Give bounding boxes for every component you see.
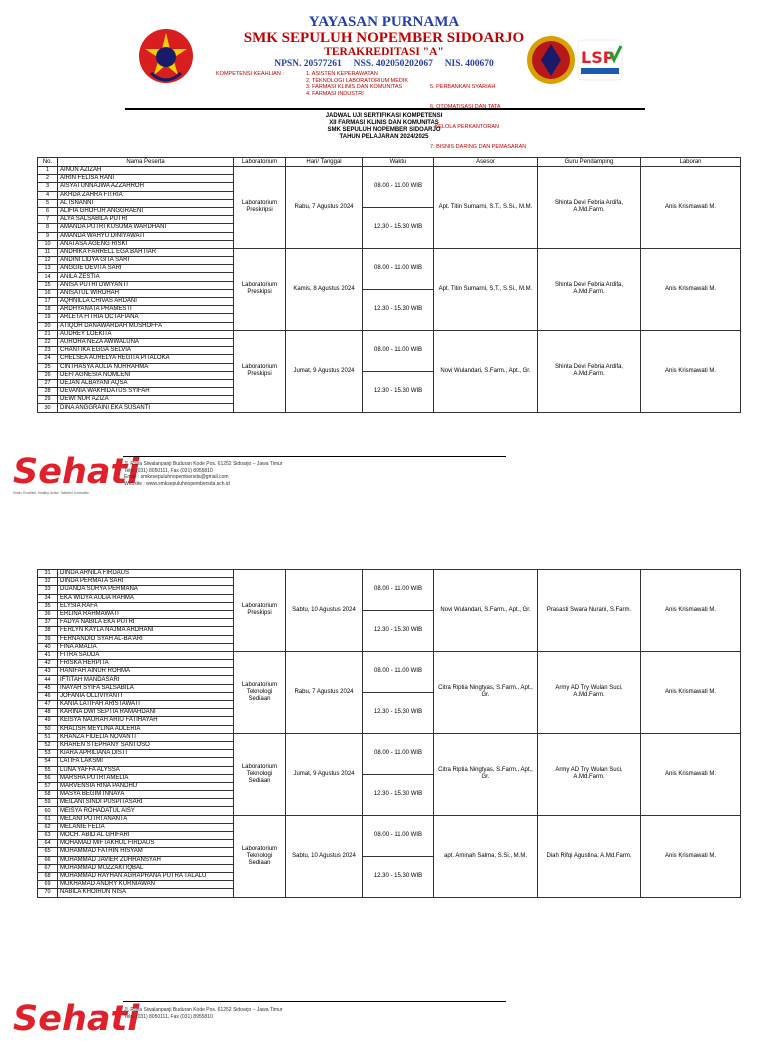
student-number: 49 [38,717,58,725]
student-name: ARLETA FITRIA OCTAFIANA [58,314,234,322]
laboran-cell: Anis Krismawati M. [641,651,741,733]
competency-item: 3. FARMASI KLINIS DAN KOMUNITAS [306,84,403,91]
student-number: 65 [38,848,58,856]
col-header: Laboratorium [234,158,286,167]
student-number: 42 [38,660,58,668]
student-name: KHANZA FIDELIA NOVANTI [58,733,234,741]
student-name: AINUN AZIZAH [58,167,234,175]
student-number: 60 [38,807,58,815]
student-name: ALIFIA GHOFUR ANGGRAENI [58,207,234,215]
brand-logo-text: Sehati [13,999,140,1039]
session-time: 08.00 - 11.00 WIB [363,167,434,208]
student-number: 35 [38,602,58,610]
student-name: AMANDA WAHYU DINIYAWATI [58,232,234,240]
student-number: 25 [38,363,58,371]
student-number: 11 [38,248,58,256]
student-number: 46 [38,692,58,700]
student-name: CHELSEA AURELYA REGITA PITALOKA [58,355,234,363]
student-name: MARSHA PUTRI AMELIA [58,774,234,782]
session-time: 12.30 - 15.30 WIB [363,774,434,815]
schedule-title-line: SMK SEPULUH NOPEMBER SIDOARJO [327,127,441,133]
student-number: 26 [38,371,58,379]
student-name: ATIQOH DANAWARDAH MUSHOFFA [58,322,234,330]
student-name: MELANIE FELIA [58,823,234,831]
student-number: 69 [38,881,58,889]
student-name: MOHAMAD MIFTAKHUL FIRDAUS [58,840,234,848]
session-time: 12.30 - 15.30 WIB [363,610,434,651]
student-name: KARINA DWI SEPTIA RAMAHDANI [58,709,234,717]
student-name: DEVANIA WAKHIDATUS SYIFAH [58,388,234,396]
student-number: 8 [38,224,58,232]
student-number: 67 [38,864,58,872]
student-number: 66 [38,856,58,864]
student-number: 51 [38,733,58,741]
competency-item: 2. TEKNOLOGI LABORATORIUM MEDIK [306,77,409,84]
student-name: ELYSIA RAFA [58,602,234,610]
schedule-title-line: TAHUN PELAJARAN 2024/2025 [339,134,429,140]
accreditation: TERAKREDITASI "A" [324,46,444,58]
student-number: 10 [38,240,58,248]
footer-contact [124,461,282,487]
schedule-title-line: JADWAL UJI SERTIFIKASI KOMPETENSI [325,113,443,119]
student-number: 14 [38,273,58,281]
student-name: FERLYN KAYLA NAJMA ARDHANI [58,627,234,635]
laboran-cell: Anis Krismawati M. [641,167,741,249]
student-number: 63 [38,832,58,840]
student-number: 41 [38,651,58,659]
school-ids: NPSN. 20577261 NSS. 402050202067 NIS. 400670 [274,59,494,69]
schedule-title [0,113,768,141]
student-name: DEWI NUR AZIZA [58,396,234,404]
guru-cell: Army AD Try Wulan Suci, A.Md.Farm. [538,651,641,733]
session-time: 08.00 - 11.00 WIB [363,651,434,692]
student-name: ANGGIE DEVITA SARI [58,265,234,273]
student-name: MUHAMMAD MUZZAKI IQBAL [58,864,234,872]
student-number: 16 [38,289,58,297]
col-header: Hari/ Tanggal [286,158,363,167]
date-cell: Jumat, 9 Agustus 2024 [286,733,363,815]
student-number: 38 [38,627,58,635]
student-name: LUNA YAFFA ALYSSA [58,766,234,774]
student-name: MEISYA ROHADATUL AISY [58,807,234,815]
laboran-cell: Anis Krismawati M. [641,815,741,897]
guru-cell: Shinta Devi Febria Ardifa, A.Md.Farm. [538,167,641,249]
student-name: MUHAMMAD RAYHAN AGRAPRANA PUTRA TALALU [58,872,234,880]
student-name: MASYA BEGIM INNAYA [58,791,234,799]
col-header: No. [38,158,58,167]
student-number: 68 [38,872,58,880]
student-number: 47 [38,701,58,709]
table-row [38,330,741,338]
schedule-title-line: XII FARMASI KLINIS DAN KOMUNITAS [329,120,439,126]
student-name: DEFI AGNESIA NOMLENI [58,371,234,379]
guru-cell: Prasasti Swara Nurani, S.Farm. [538,570,641,652]
student-number: 54 [38,758,58,766]
student-number: 43 [38,668,58,676]
footer-email: Email : smkesepuluhnopembersda@gmail.com [124,474,229,480]
competency-label: KOMPETENSI KEAHLIAN : [216,71,284,77]
competency-item: 7. BISNIS DARING DAN PEMASARAN [430,143,527,150]
competency-item: 5. PERBANKAN SYARIAH [430,84,496,91]
asesor-cell: Apt. Titin Sumarni, S.T., S.Si., M.M. [434,248,538,330]
lab-cell: Laboratorium Preskipsi [234,248,286,330]
lab-cell: Laboratorium Preskipsi [234,330,286,412]
asesor-cell: Apt. Titin Sumarni, S.T., S.Si., M.M. [434,167,538,249]
student-name: AURORA NEZA AWWALUNA [58,338,234,346]
student-name: MARVENSIA RINA PANDHU [58,782,234,790]
student-number: 33 [38,586,58,594]
student-number: 52 [38,741,58,749]
school-name: SMK SEPULUH NOPEMBER SIDOARJO [243,30,525,46]
session-time: 08.00 - 11.00 WIB [363,330,434,371]
student-number: 20 [38,322,58,330]
student-number: 3 [38,183,58,191]
lab-cell: Laboratorium Teknologi Sediaan [234,815,286,897]
student-number: 31 [38,570,58,578]
session-time: 08.00 - 11.00 WIB [363,570,434,611]
student-number: 21 [38,330,58,338]
student-number: 13 [38,265,58,273]
schedule-table-page2 [37,569,741,898]
footer-divider [123,456,506,457]
session-time: 08.00 - 11.00 WIB [363,248,434,289]
asesor-cell: Novi Wulandari, S.Farm., Apt., Gr. [434,330,538,412]
col-header: Asesor [434,158,538,167]
lab-cell: Laboratorium Teknologi Sediaan [234,733,286,815]
student-number: 27 [38,379,58,387]
student-number: 28 [38,388,58,396]
footer-phone: Telp. (031) 8050111, Fax (031) 8955810 [124,1013,213,1020]
col-header: Nama Peserta [58,158,234,167]
col-header: Waktu [363,158,434,167]
student-number: 70 [38,889,58,897]
asesor-cell: Citra Riptia Ningtyas, S.Farm., Apt., Gr. [434,733,538,815]
student-name: MELANI PUTRI ANANTA [58,815,234,823]
student-number: 50 [38,725,58,733]
footer-website: Website : www.smksepuluhnopembersda.sch.id [124,480,230,487]
laboran-cell: Anis Krismawati M. [641,733,741,815]
student-name: MUHAMMAD FATHIN HISYAM [58,848,234,856]
student-number: 22 [38,338,58,346]
guru-cell: Army AD Try Wulan Suci, A.Md.Farm. [538,733,641,815]
competency-item: 1. ASISTEN KEPERAWATAN [306,71,378,77]
student-name: EKA WIDYA AULIA RAHMA [58,594,234,602]
student-number: 39 [38,635,58,643]
student-number: 9 [38,232,58,240]
table-row [38,651,741,659]
footer-address: Jl. Raya Siwalanpanji Buduran Kode Pos. 61252 Sidoarjo – Jawa Timur [124,1007,283,1013]
date-cell: Sabtu, 10 Agustus 2024 [286,570,363,652]
student-name: AL ISNANNI [58,199,234,207]
student-name: DINDA PERMATA SARI [58,578,234,586]
student-name: KEISYA NAURAH ARIIJ FATIHAYAH [58,717,234,725]
student-name: AKHDA ZAHRA FITRIA [58,191,234,199]
table-row [38,815,741,823]
student-number: 40 [38,643,58,651]
student-number: 4 [38,191,58,199]
footer-divider [123,1001,506,1002]
col-header: Guru Pendamping [538,158,641,167]
asesor-cell: Citra Riptia Ningtyas, S.Farm., Apt., Gr. [434,651,538,733]
table-row [38,167,741,175]
col-header: Laboran [641,158,741,167]
schedule-table-page1 [37,157,741,413]
student-name: HANIFAH AINUR ROHMA [58,668,234,676]
student-number: 5 [38,199,58,207]
student-name: FRISKA HERPITA [58,660,234,668]
student-number: 53 [38,750,58,758]
lab-cell: Laboratorium Preskripsi [234,167,286,249]
session-time: 12.30 - 15.30 WIB [363,692,434,733]
student-number: 2 [38,175,58,183]
student-number: 37 [38,619,58,627]
student-name: KANIA LATIFAH ARISTAWATI [58,701,234,709]
asesor-cell: Novi Wulandari, S.Farm., Apt., Gr. [434,570,538,652]
student-number: 44 [38,676,58,684]
date-cell: Sabtu, 10 Agustus 2024 [286,815,363,897]
date-cell: Kamis, 8 Agustus 2024 [286,248,363,330]
student-name: JOFANIA OLLIVIYANTI [58,692,234,700]
student-name: KHAREN STEPHANY SANTOSO [58,741,234,749]
date-cell: Rabu, 7 Agustus 2024 [286,167,363,249]
asesor-cell: apt. Aminah Salma, S.Si., M.M. [434,815,538,897]
footer-logo [13,999,140,1046]
student-name: ERLINA RAHMAWATI [58,610,234,618]
student-number: 1 [38,167,58,175]
student-number: 32 [38,578,58,586]
student-name: ANISATUL WIRDHAH [58,289,234,297]
guru-cell: Shinta Devi Febria Ardifa, A.Md.Farm. [538,330,641,412]
student-number: 55 [38,766,58,774]
student-number: 6 [38,207,58,215]
student-name: CHANTIKA EGGA SELVIA [58,347,234,355]
student-number: 62 [38,823,58,831]
student-number: 36 [38,610,58,618]
student-name: ANILA ZESTIA [58,273,234,281]
student-number: 45 [38,684,58,692]
date-cell: Rabu, 7 Agustus 2024 [286,651,363,733]
student-number: 18 [38,306,58,314]
student-number: 57 [38,782,58,790]
session-time: 12.30 - 15.30 WIB [363,289,434,330]
student-name: ANATASA AGENG RISKI [58,240,234,248]
student-name: INAYAH SYIFA SALSABILA [58,684,234,692]
laboran-cell: Anis Krismawati M. [641,330,741,412]
student-name: DINA ANGGRAINI EKA SUSANTI [58,404,234,412]
student-number: 19 [38,314,58,322]
competencies-left [306,71,408,97]
student-number: 7 [38,216,58,224]
session-time: 08.00 - 11.00 WIB [363,733,434,774]
competency-item: KELOLA PERKANTORAN [430,123,499,130]
student-name: FADYA NABILA EKA PUTRI [58,619,234,627]
student-number: 56 [38,774,58,782]
student-name: AISYATUNNAJWA AZZAHROH [58,183,234,191]
student-name: MUHAMMAD JAVIER ZUHRANSYAH [58,856,234,864]
student-name: MUKHAMAD ANDRY KURNIAWAN [58,881,234,889]
student-name: DEJAN ALBAYANI AQSA [58,379,234,387]
student-number: 23 [38,347,58,355]
table-row [38,248,741,256]
guru-cell: Diah Rifqi Agustina, A.Md.Farm. [538,815,641,897]
student-name: ARDHYANATA PRAMESTI [58,306,234,314]
lab-cell: Laboratorium Teknologi Sediaan [234,651,286,733]
table-row [38,733,741,741]
footer-phone: Telp. (031) 8050111, Fax (031) 8955810 [124,467,213,474]
session-time: 12.30 - 15.30 WIB [363,856,434,897]
student-name: AUDREY LOEKITA [58,330,234,338]
student-name: AMANDA PUTRI KUSUMA WARDHANI [58,224,234,232]
session-time: 12.30 - 15.30 WIB [363,207,434,248]
student-name: CINTHASYA AULIA NURRAHMA [58,363,234,371]
student-name: ANISA PUTRI DWIYANTI [58,281,234,289]
student-name: ANDINI LIDYA GITA SARI [58,257,234,265]
student-number: 34 [38,594,58,602]
session-time: 08.00 - 11.00 WIB [363,815,434,856]
student-name: MOCH. ABID AL GHIFARI [58,832,234,840]
session-time: 12.30 - 15.30 WIB [363,371,434,412]
student-number: 15 [38,281,58,289]
student-number: 48 [38,709,58,717]
footer-contact [124,1007,282,1020]
student-name: ANDHIKA FARRELL EGA BAHTIAR [58,248,234,256]
student-name: IFTITAH MANDASARI [58,676,234,684]
laboran-cell: Anis Krismawati M. [641,570,741,652]
student-number: 58 [38,791,58,799]
laboran-cell: Anis Krismawati M. [641,248,741,330]
competency-item: 4. FARMASI INDUSTRI [306,90,364,97]
student-name: FITRA SAUDA [58,651,234,659]
table-row [38,570,741,578]
student-name: DUANDA SURYA PERMANA [58,586,234,594]
student-name: DINDA ARNILA FIRDAUS [58,570,234,578]
student-name: AIRIN FELISA RANI [58,175,234,183]
lsp-logo-text: LSP [581,48,615,67]
student-name: KHALISH MEYLINA ADLERIA [58,725,234,733]
student-number: 12 [38,257,58,265]
student-name: FINA AMALIA [58,643,234,651]
competency-item: 6. OTOMATISASI DAN TATA [430,103,501,110]
table-header-row [38,158,741,167]
brand-logo-text: Sehati [13,452,140,492]
footer-logo [13,452,140,499]
footer-address: Jl. Raya Siwalanpanji Buduran Kode Pos. 61252 Sidoarjo – Jawa Timur [124,461,283,467]
student-number: 59 [38,799,58,807]
date-cell: Jumat, 9 Agustus 2024 [286,330,363,412]
student-name: AQHNILLA CHIVAS ARDANI [58,298,234,306]
student-number: 61 [38,815,58,823]
student-number: 17 [38,298,58,306]
student-name: MEILANI SINDI PUSPITASARI [58,799,234,807]
student-number: 29 [38,396,58,404]
student-name: FERNANDIO SYAH AL-BA'ARI [58,635,234,643]
student-name: KIARA APRILIANA DISTI [58,750,234,758]
guru-cell: Shinta Devi Febria Ardifa, A.Md.Farm. [538,248,641,330]
student-number: 30 [38,404,58,412]
student-name: LATIFA LAKSMI [58,758,234,766]
foundation-name: YAYASAN PURNAMA [308,14,460,30]
student-number: 24 [38,355,58,363]
student-name: NABILA KHOIRUN NISA [58,889,234,897]
student-number: 64 [38,840,58,848]
brand-tagline: Smart, Excellent, Healthy, Active, Talented, Innovative [13,491,89,495]
lab-cell: Laboratorium Preskipsi [234,570,286,652]
student-name: ALYA SALSABILA PUTRI [58,216,234,224]
header-divider [125,108,645,110]
